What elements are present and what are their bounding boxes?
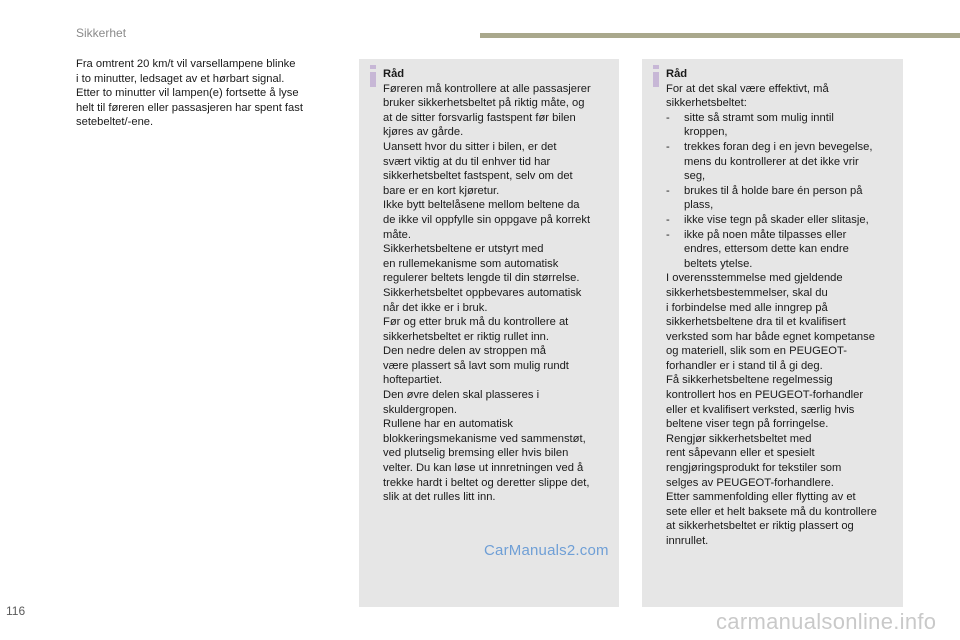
text-line: i to minutter, ledsaget av et hørbart signal. bbox=[76, 72, 285, 85]
text-line: sikkerhetsbeltet er riktig rullet inn. bbox=[383, 330, 550, 343]
intro-paragraph bbox=[76, 57, 338, 130]
advice-right-title: Råd bbox=[666, 68, 688, 80]
text-line: bruker sikkerhetsbeltet på riktig måte, og bbox=[383, 97, 585, 110]
text-line: en rullemekanisme som automatisk bbox=[383, 257, 559, 270]
text-line: beltene viser tegn på forringelse. bbox=[666, 418, 829, 431]
text-line: trekkes foran deg i en jevn bevegelse, bbox=[684, 140, 873, 153]
text-line: regulerer beltets lengde til din størrelse. bbox=[383, 272, 580, 285]
text-line: trekke hardt i beltet og deretter slippe det, bbox=[383, 476, 590, 489]
text-line: at de sitter forsvarlig fastspent før bilen bbox=[383, 111, 576, 124]
text-line: kontrollert hos en PEUGEOT-forhandler bbox=[666, 389, 864, 402]
text-line: når det ikke er i bruk. bbox=[383, 301, 488, 314]
text-line: rengjøringsprodukt for tekstiler som bbox=[666, 462, 842, 475]
text-line: forhandler er i stand til å gi deg. bbox=[666, 359, 823, 372]
text-line: ikke på noen måte tilpasses eller bbox=[684, 228, 847, 241]
text-line: sikkerhetsbeltene dra til et kvalifisert bbox=[666, 316, 846, 329]
advice-left-title: Råd bbox=[383, 68, 405, 80]
text-line: Sikkerhetsbeltene er utstyrt med bbox=[383, 243, 544, 256]
advice-box-right bbox=[642, 59, 903, 607]
advice-box-left bbox=[359, 59, 619, 607]
text-line: være plassert så lavt som mulig rundt bbox=[383, 359, 569, 372]
section-title: Sikkerhet bbox=[76, 26, 127, 40]
text-line: Rengjør sikkerhetsbeltet med bbox=[666, 432, 812, 445]
text-line: verksted som har både egnet kompetanse bbox=[666, 330, 875, 343]
text-line: setebeltet/-ene. bbox=[76, 116, 154, 129]
text-line: Uansett hvor du sitter i bilen, er det bbox=[383, 140, 557, 153]
text-line: innrullet. bbox=[666, 535, 709, 547]
text-line: at sikkerhetsbeltet er riktig plassert og bbox=[666, 520, 854, 533]
text-line: kroppen, bbox=[684, 126, 728, 139]
list-item bbox=[666, 140, 899, 184]
list-item bbox=[666, 184, 899, 213]
text-line: Før og etter bruk må du kontrollere at bbox=[383, 316, 569, 329]
text-line: Sikkerhetsbeltet oppbevares automatisk bbox=[383, 286, 582, 299]
text-line: I overensstemmelse med gjeldende bbox=[666, 272, 843, 285]
list-item bbox=[666, 228, 899, 272]
text-line: sete eller et helt baksete må du kontrollere bbox=[666, 505, 877, 518]
text-line: Fra omtrent 20 km/t vil varsellampene blinke bbox=[76, 58, 296, 70]
text-line: i forbindelse med alle inngrep på bbox=[666, 301, 828, 314]
text-line: sikkerhetsbestemmelser, skal du bbox=[666, 286, 828, 299]
text-line: Ikke bytt beltelåsene mellom beltene da bbox=[383, 199, 580, 212]
list-dash: - bbox=[666, 184, 670, 197]
text-line: Den øvre delen skal plasseres i bbox=[383, 389, 540, 402]
text-line: sitte så stramt som mulig inntil bbox=[684, 111, 834, 124]
text-line: sikkerhetsbeltet fastspent, selv om det bbox=[383, 170, 573, 183]
advice-right-content bbox=[666, 67, 899, 549]
text-line: slik at det rulles litt inn. bbox=[383, 491, 496, 504]
list-dash: - bbox=[666, 228, 670, 241]
text-line: Føreren må kontrollere at alle passasjerer bbox=[383, 82, 591, 95]
text-line: eller et kvalifisert verksted, særlig hvis bbox=[666, 403, 855, 416]
text-line: plass, bbox=[684, 199, 714, 212]
text-line: måte. bbox=[383, 228, 411, 241]
text-line: beltets ytelse. bbox=[684, 257, 753, 270]
text-line: Få sikkerhetsbeltene regelmessig bbox=[666, 374, 833, 387]
list-dash: - bbox=[666, 140, 670, 153]
text-line: mens du kontrollerer at det ikke vrir bbox=[684, 155, 859, 168]
text-line: svært viktig at du til enhver tid har bbox=[383, 155, 551, 168]
advice-right-outro bbox=[666, 271, 899, 548]
text-line: velter. Du kan løse ut innretningen ved å bbox=[383, 462, 584, 475]
watermark-carmanualsonline[interactable]: carmanualsonline.info bbox=[716, 609, 937, 634]
text-line: helt til føreren eller passasjeren har spent fast bbox=[76, 101, 303, 114]
text-line: kjøres av gårde. bbox=[383, 126, 464, 139]
text-line: Rullene har en automatisk bbox=[383, 418, 513, 431]
advice-right-intro bbox=[666, 82, 899, 111]
info-icon bbox=[650, 65, 662, 87]
text-line: ved plutselig bremsing eller hvis bilen bbox=[383, 447, 569, 460]
text-line: skuldergropen. bbox=[383, 403, 458, 416]
text-line: For at det skal være effektivt, må bbox=[666, 82, 829, 95]
list-dash: - bbox=[666, 111, 670, 124]
page-number: 116 bbox=[6, 604, 26, 618]
text-line: selges av PEUGEOT-forhandlere. bbox=[666, 476, 834, 489]
watermark-carmanuals2[interactable]: CarManuals2.com bbox=[484, 542, 609, 559]
text-line: sikkerhetsbeltet: bbox=[666, 97, 747, 110]
text-line: og materiell, slik som en PEUGEOT- bbox=[666, 345, 847, 358]
text-line: blokkeringsmekanisme ved sammenstøt, bbox=[383, 432, 586, 445]
text-line: Den nedre delen av stroppen må bbox=[383, 345, 546, 358]
list-item bbox=[666, 111, 899, 140]
header-rule bbox=[480, 33, 960, 38]
text-line: ikke vise tegn på skader eller slitasje, bbox=[684, 213, 869, 226]
info-icon bbox=[367, 65, 379, 87]
advice-right-list bbox=[666, 111, 899, 272]
text-line: seg, bbox=[684, 170, 706, 183]
advice-left-content bbox=[383, 67, 615, 505]
advice-left-text bbox=[383, 82, 615, 505]
text-line: endres, ettersom dette kan endre bbox=[684, 243, 849, 256]
text-line: bare er en kort kjøretur. bbox=[383, 184, 500, 197]
text-line: de ikke vil oppfylle sin oppgave på korrekt bbox=[383, 213, 591, 226]
list-item bbox=[666, 213, 899, 228]
text-line: brukes til å holde bare én person på bbox=[684, 184, 863, 197]
list-dash: - bbox=[666, 213, 670, 226]
text-line: rent såpevann eller et spesielt bbox=[666, 447, 815, 460]
text-line: hoftepartiet. bbox=[383, 374, 443, 387]
text-line: Etter to minutter vil lampen(e) fortsette å lyse bbox=[76, 87, 299, 100]
text-line: Etter sammenfolding eller flytting av et bbox=[666, 491, 856, 504]
